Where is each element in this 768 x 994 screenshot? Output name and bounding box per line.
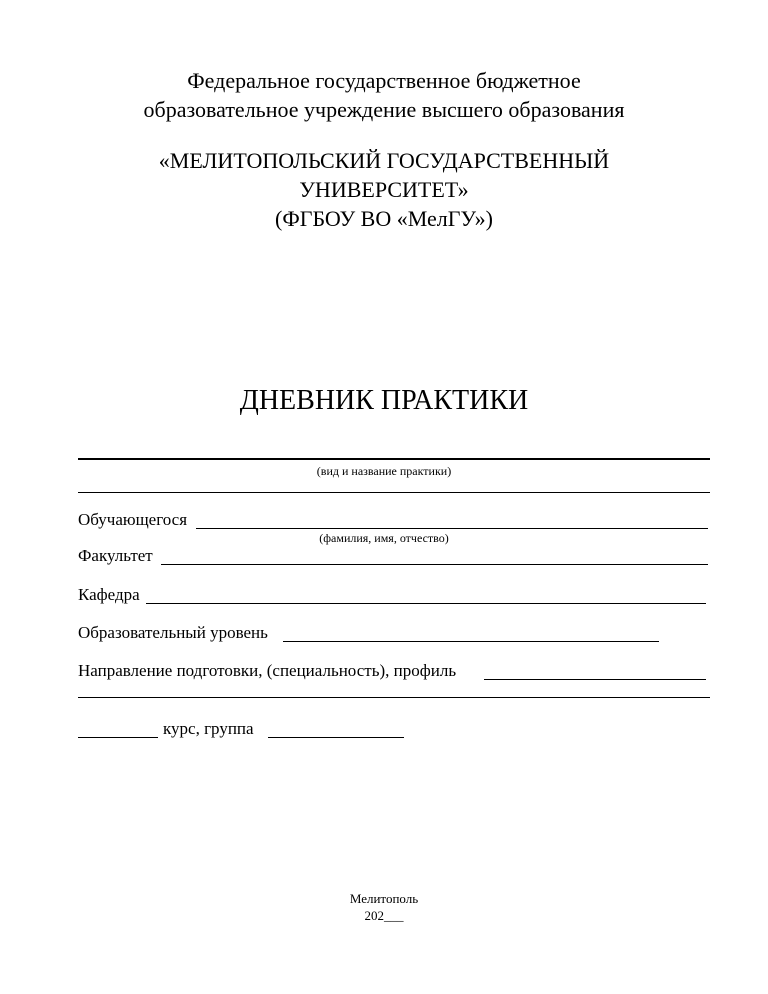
university-abbreviation: (ФГБОУ ВО «МелГУ») — [275, 206, 493, 231]
education-level-field[interactable] — [283, 641, 659, 642]
document-title: ДНЕВНИК ПРАКТИКИ — [239, 385, 529, 416]
student-name-field[interactable] — [196, 528, 708, 529]
university-name-line-1: «МЕЛИТОПОЛЬСКИЙ ГОСУДАРСТВЕННЫЙ — [158, 148, 610, 173]
student-label: Обучающегося — [78, 510, 188, 529]
practice-name-field-2[interactable] — [78, 492, 710, 493]
department-field[interactable] — [146, 603, 706, 604]
group-field[interactable] — [268, 737, 404, 738]
practice-caption: (вид и название практики) — [316, 464, 452, 478]
direction-field-2[interactable] — [78, 697, 710, 698]
university-name-line-2: УНИВЕРСИТЕТ» — [299, 177, 469, 202]
practice-name-field[interactable] — [78, 458, 710, 460]
faculty-label: Факультет — [78, 546, 153, 565]
student-caption: (фамилия, имя, отчество) — [319, 531, 449, 545]
course-group-label: курс, группа — [163, 719, 254, 738]
course-field[interactable] — [78, 737, 158, 738]
direction-label: Направление подготовки, (специальность), профиль — [78, 661, 457, 680]
city-label: Мелитополь — [349, 891, 419, 906]
year-label: 202___ — [364, 908, 404, 923]
faculty-field[interactable] — [161, 564, 708, 565]
institution-type-line: Федеральное государственное бюджетное — [187, 68, 581, 93]
direction-field[interactable] — [484, 679, 706, 680]
institution-type-line-2: образовательное учреждение высшего образования — [143, 97, 625, 122]
education-level-label: Образовательный уровень — [78, 623, 268, 642]
department-label: Кафедра — [78, 585, 140, 604]
